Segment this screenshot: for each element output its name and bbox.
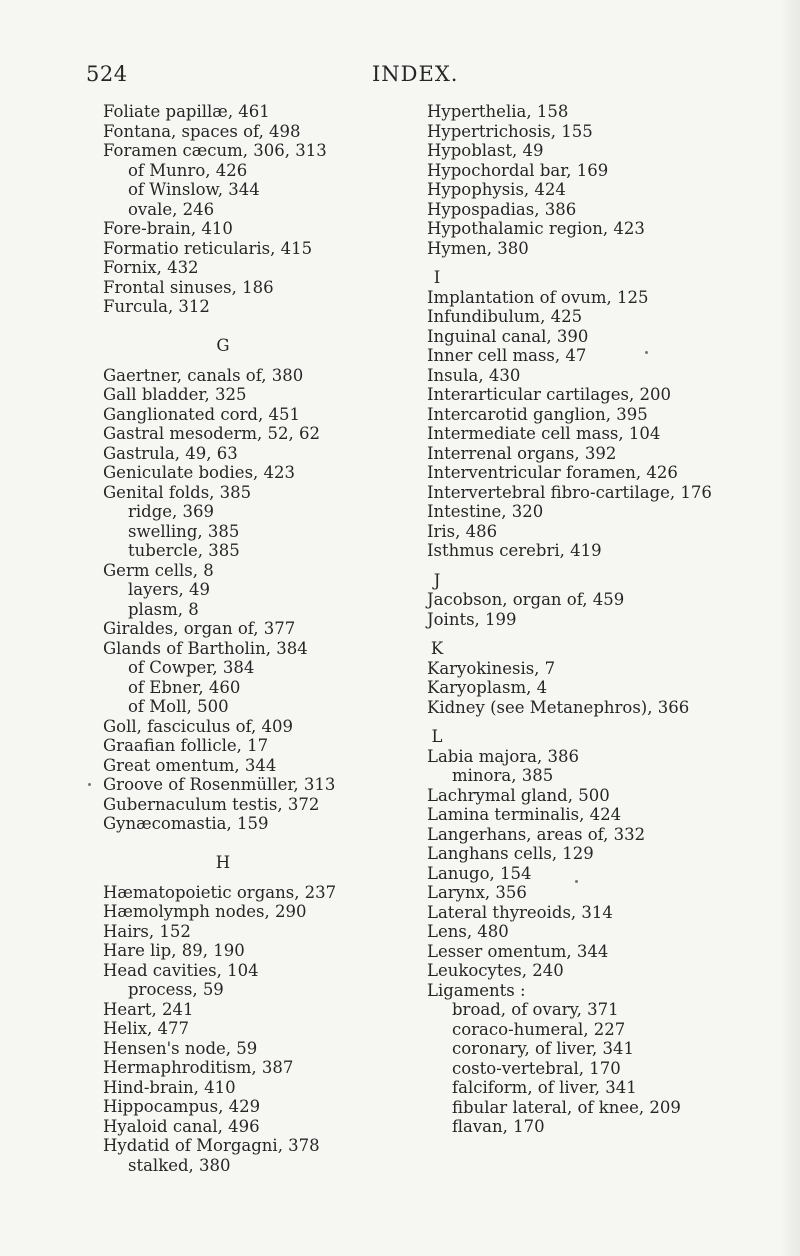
index-entry: Hyperthelia, 158 (427, 102, 569, 121)
index-entry: Ligaments : (427, 980, 526, 1000)
index-entry: Graafian follicle, 17 (103, 736, 269, 755)
index-entry: Lamina terminalis, 424 (427, 805, 622, 824)
letter-heading: L (431, 727, 443, 746)
index-entry: Labia majora, 386 (427, 746, 579, 766)
index-entry: Fore-brain, 410 (103, 219, 233, 238)
index-entry: Hypophysis, 424 (427, 180, 566, 199)
index-entry: Formatio reticularis, 415 (103, 238, 313, 258)
section-spacer (427, 258, 712, 268)
index-entry: Lens, 480 (427, 922, 509, 941)
index-entry: Gall bladder, 325 (103, 385, 247, 404)
index-entry: Hermaphroditism, 387 (103, 1058, 294, 1077)
index-entry: Lateral thyreoids, 314 (427, 902, 613, 922)
index-subentry: ridge, 369 (128, 502, 215, 521)
index-subentry: of Ebner, 460 (128, 677, 241, 697)
index-entry: Interrenal organs, 392 (427, 443, 617, 463)
index-entry: Joints, 199 (427, 609, 517, 629)
section-spacer (427, 561, 712, 571)
index-entry: Insula, 430 (427, 365, 521, 385)
letter-heading: J (433, 570, 441, 590)
index-entry: Ganglionated cord, 451 (103, 404, 300, 424)
index-entry: Interventricular foramen, 426 (427, 463, 678, 482)
section-spacer (103, 834, 343, 854)
index-entry: Inguinal canal, 390 (427, 326, 589, 346)
index-entry: Fornix, 432 (103, 258, 199, 277)
index-subentry: broad, of ovary, 371 (452, 1000, 619, 1019)
page-edge-shadow (780, 0, 800, 1256)
index-entry: Great omentum, 344 (103, 755, 277, 775)
page-title: INDEX. (372, 62, 459, 86)
index-entry: Hind-brain, 410 (103, 1077, 236, 1097)
index-entry: Gaertner, canals of, 380 (103, 365, 304, 385)
index-entry: Hare lip, 89, 190 (103, 941, 245, 960)
index-entry: Fontana, spaces of, 498 (103, 121, 301, 141)
index-entry: Hymen, 380 (427, 238, 529, 258)
index-entry: Hensen's node, 59 (103, 1038, 258, 1058)
index-entry: Interarticular cartilages, 200 (427, 385, 671, 404)
letter-heading: I (433, 268, 441, 287)
index-entry: Gastrula, 49, 63 (103, 443, 238, 463)
index-entry: Intercarotid ganglion, 395 (427, 404, 648, 424)
index-entry: Intermediate cell mass, 104 (427, 424, 661, 443)
index-entry: Hippocampus, 429 (103, 1097, 261, 1116)
index-entry: Lanugo, 154 (427, 863, 532, 883)
index-subentry: fibular lateral, of knee, 209 (452, 1097, 681, 1117)
index-entry: Iris, 486 (427, 521, 498, 541)
page-header (0, 62, 800, 92)
index-entry: Goll, fasciculus of, 409 (103, 716, 294, 736)
index-entry: Gynæcomastia, 159 (103, 814, 269, 833)
index-subentry: ovale, 246 (128, 199, 215, 219)
index-entry: Kidney (see Metanephros), 366 (427, 697, 690, 717)
index-subentry: of Munro, 426 (128, 160, 248, 180)
index-entry: Gastral mesoderm, 52, 62 (103, 424, 321, 443)
index-subentry: minora, 385 (452, 766, 554, 785)
index-entry: Frontal sinuses, 186 (103, 277, 274, 297)
index-subentry: falciform, of liver, 341 (452, 1078, 637, 1097)
index-entry: Isthmus cerebri, 419 (427, 541, 602, 560)
index-subentry: coraco-humeral, 227 (452, 1019, 626, 1039)
letter-heading: H (215, 853, 231, 872)
index-entry: Giraldes, organ of, 377 (103, 619, 296, 638)
index-subentry: coronary, of liver, 341 (452, 1039, 634, 1058)
index-entry: Karyoplasm, 4 (427, 678, 548, 697)
index-entry: Furcula, 312 (103, 297, 210, 316)
index-subentry: costo-vertebral, 170 (452, 1058, 621, 1078)
index-subentry: stalked, 380 (128, 1155, 231, 1175)
index-subentry: tubercle, 385 (128, 541, 240, 560)
index-entry: Hairs, 152 (103, 921, 191, 941)
index-entry: Intestine, 320 (427, 502, 544, 521)
index-entry: Lesser omentum, 344 (427, 941, 609, 961)
index-entry: Hypoblast, 49 (427, 141, 544, 160)
print-speck (575, 880, 578, 883)
print-speck (88, 783, 91, 786)
index-entry: Hyaloid canal, 496 (103, 1116, 260, 1136)
index-subentry: flavan, 170 (452, 1117, 545, 1136)
index-entry: Infundibulum, 425 (427, 307, 583, 326)
index-entry: Langerhans, areas of, 332 (427, 824, 646, 844)
index-entry: Intervertebral fibro-cartilage, 176 (427, 482, 712, 502)
section-spacer (103, 317, 343, 337)
index-entry: Inner cell mass, 47 (427, 346, 587, 365)
index-entry: Foliate papillæ, 461 (103, 102, 270, 121)
print-speck (645, 351, 648, 354)
section-spacer (103, 873, 343, 883)
index-entry: Hypothalamic region, 423 (427, 219, 645, 238)
index-entry: Lachrymal gland, 500 (427, 785, 610, 805)
letter-heading: K (430, 639, 444, 658)
index-entry: Leukocytes, 240 (427, 961, 564, 980)
index-entry: Karyokinesis, 7 (427, 658, 556, 678)
section-spacer (427, 717, 712, 727)
index-entry: Larynx, 356 (427, 883, 527, 902)
index-column-left (103, 102, 343, 1175)
index-entry: Germ cells, 8 (103, 560, 214, 580)
index-entry: Gubernaculum testis, 372 (103, 794, 320, 814)
index-entry: Helix, 477 (103, 1019, 189, 1038)
index-entry: Implantation of ovum, 125 (427, 287, 649, 307)
index-entry: Hypospadias, 386 (427, 199, 577, 219)
letter-heading: G (216, 336, 230, 355)
index-entry: Genital folds, 385 (103, 482, 252, 502)
index-entry: Geniculate bodies, 423 (103, 463, 296, 482)
index-subentry: swelling, 385 (128, 521, 240, 541)
index-subentry: of Winslow, 344 (128, 180, 260, 199)
page-number: 524 (86, 62, 128, 86)
index-entry: Hæmatopoietic organs, 237 (103, 882, 337, 902)
index-subentry: plasm, 8 (128, 599, 199, 619)
index-subentry: layers, 49 (128, 580, 211, 599)
index-subentry: process, 59 (128, 980, 224, 999)
index-entry: Glands of Bartholin, 384 (103, 638, 308, 658)
index-entry: Langhans cells, 129 (427, 844, 594, 863)
index-entry: Hypertrichosis, 155 (427, 121, 593, 141)
index-subentry: of Moll, 500 (128, 697, 229, 716)
index-entry: Jacobson, organ of, 459 (427, 590, 625, 609)
index-entry: Hypochordal bar, 169 (427, 160, 609, 180)
index-entry: Heart, 241 (103, 999, 194, 1019)
index-entry: Hydatid of Morgagni, 378 (103, 1136, 320, 1155)
index-entry: Hæmolymph nodes, 290 (103, 902, 307, 921)
section-spacer (103, 356, 343, 366)
index-entry: Foramen cæcum, 306, 313 (103, 141, 327, 160)
index-entry: Head cavities, 104 (103, 960, 259, 980)
index-subentry: of Cowper, 384 (128, 658, 255, 677)
section-spacer (427, 629, 712, 639)
index-entry: Groove of Rosenmüller, 313 (103, 775, 336, 794)
index-column-right (427, 102, 712, 1137)
